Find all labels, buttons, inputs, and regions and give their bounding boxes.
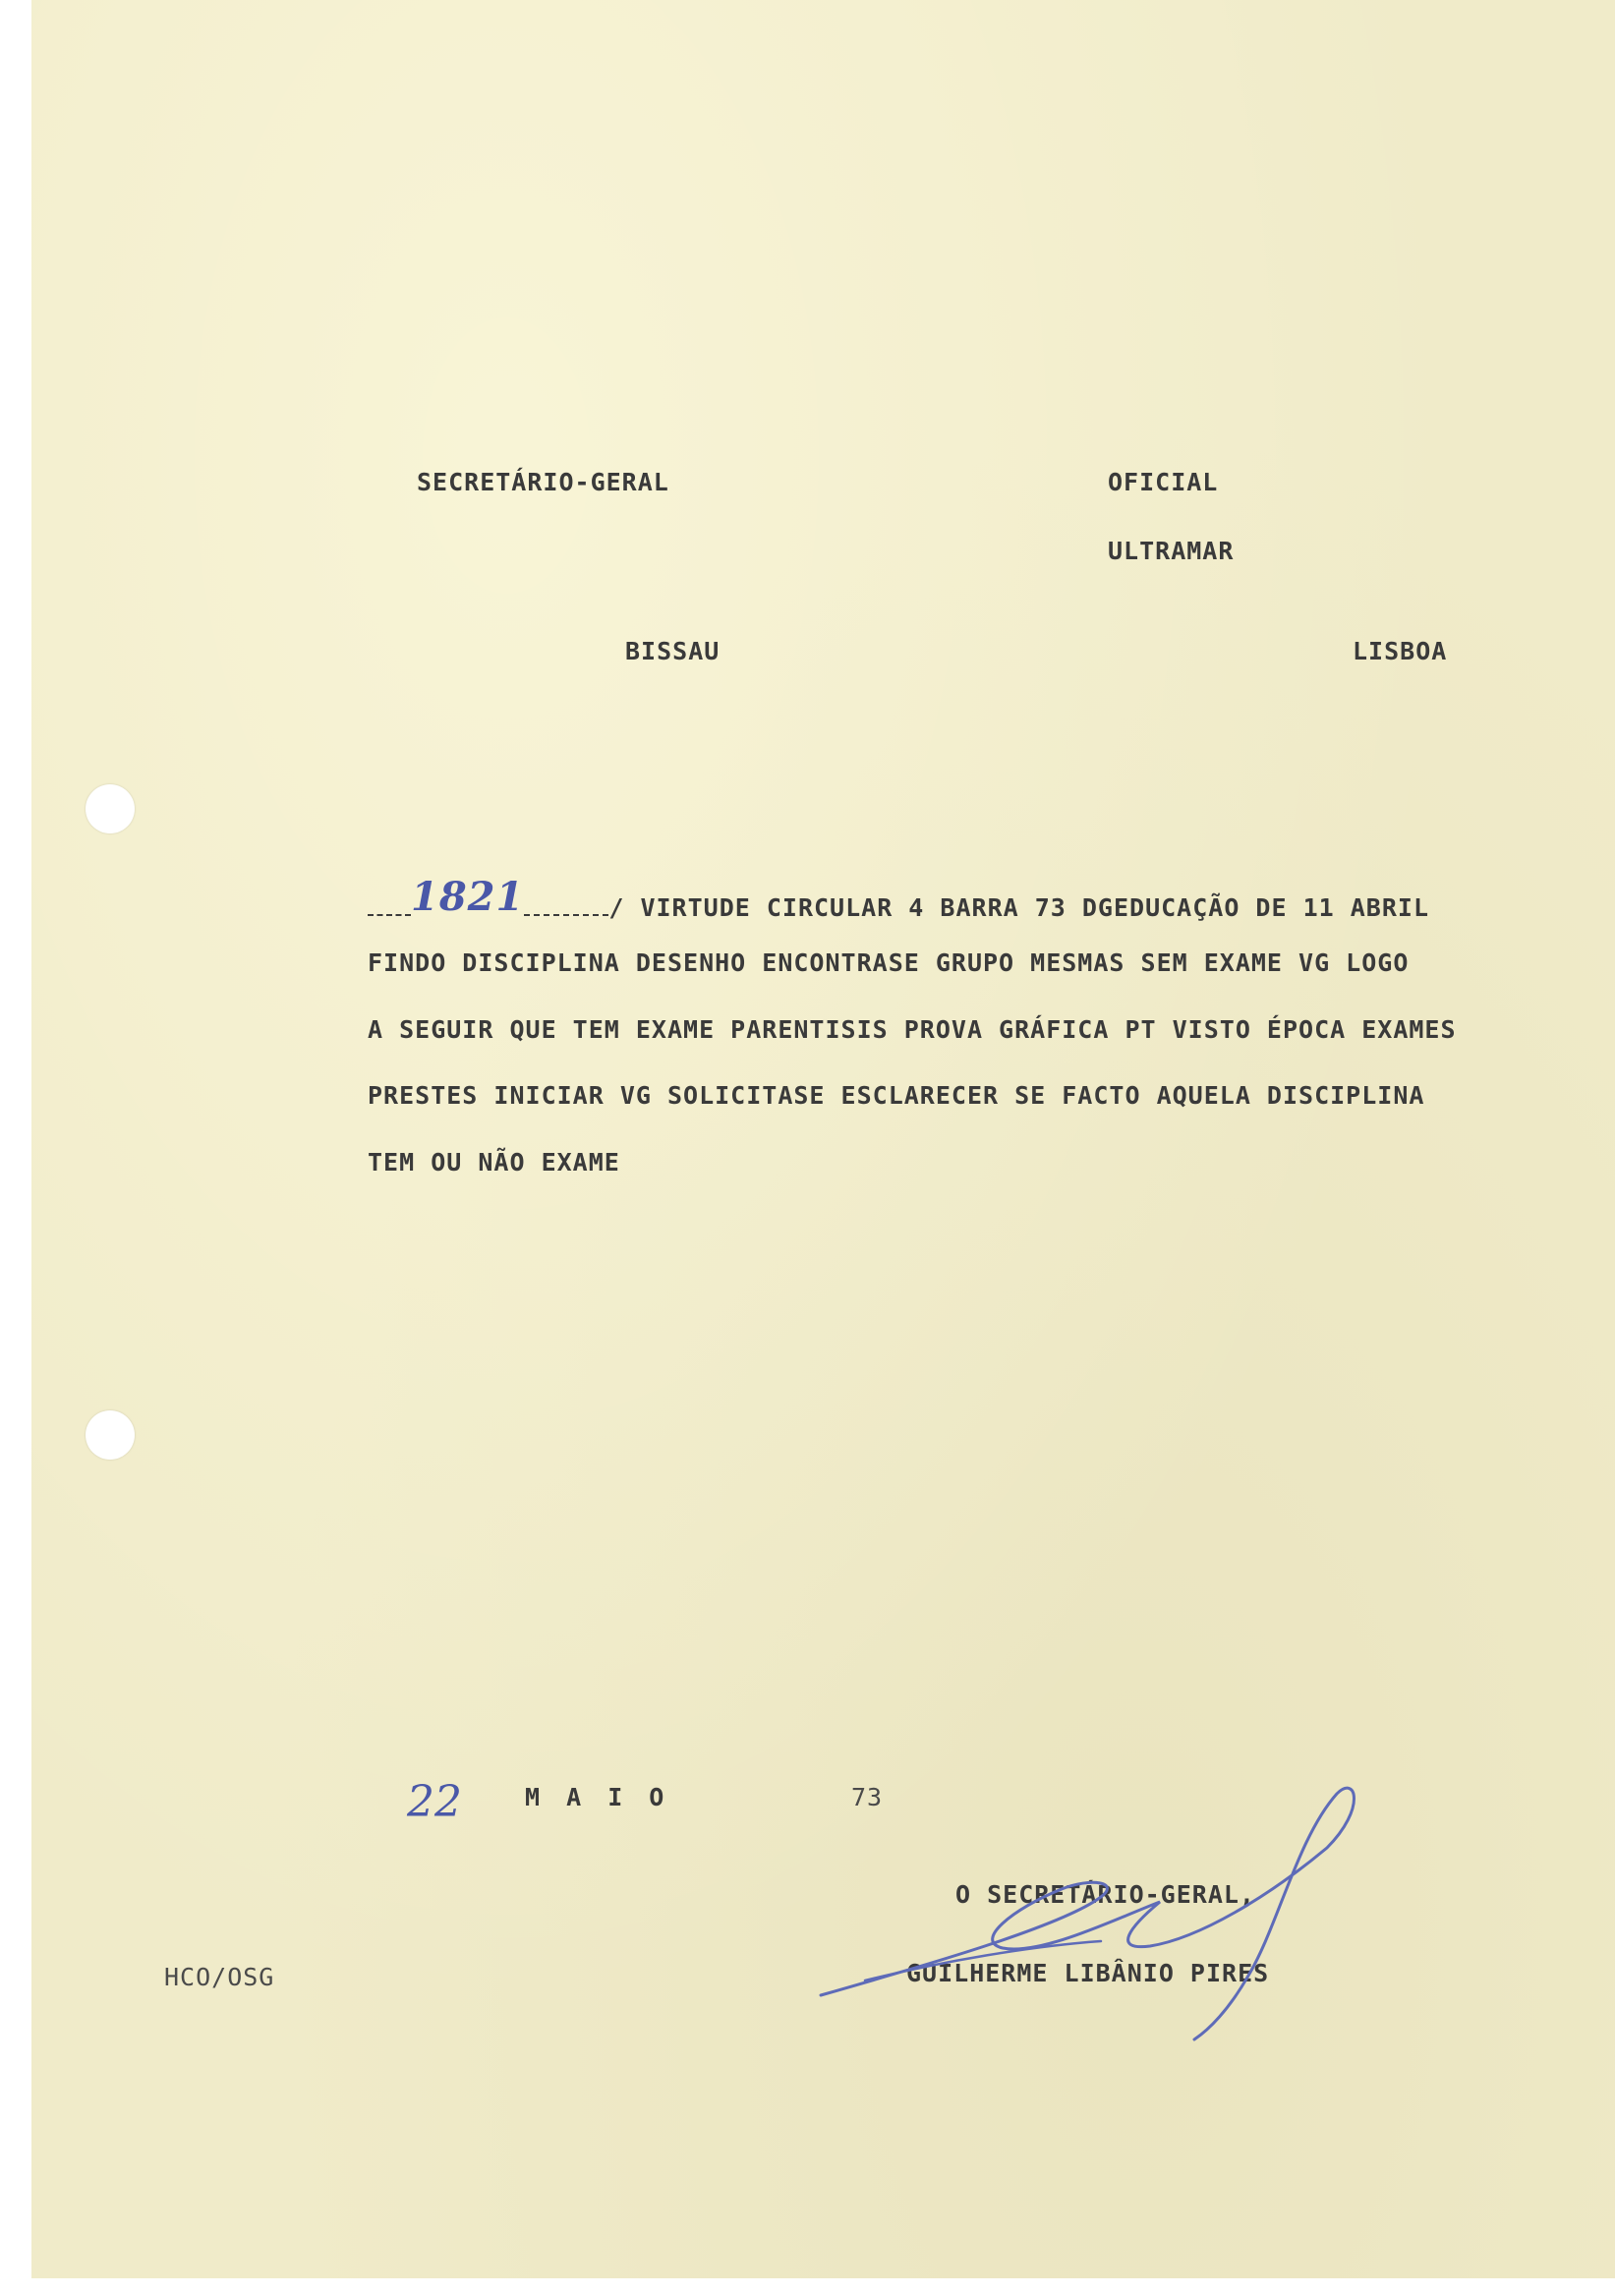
signatory-title: O SECRETÁRIO-GERAL, [955,1880,1255,1909]
handwritten-signature [806,1779,1376,2044]
message-line-4: PRESTES INICIAR VG SOLICITASE ESCLARECER SE FACTO AQUELA DISCIPLINA [368,1081,1425,1110]
message-first-line: 1821 / VIRTUDE CIRCULAR 4 BARRA 73 DGEDUCAÇÃO DE 11 ABRIL [368,880,1429,926]
classification-oficial: OFICIAL [1108,468,1219,496]
sender-title: SECRETÁRIO-GERAL [417,468,669,496]
classification-ultramar: ULTRAMAR [1108,537,1235,565]
message-line-2: FINDO DISCIPLINA DESENHO ENCONTRASE GRUPO MESMAS SEM EXAME VG LOGO [368,948,1410,977]
signatory-name: GUILHERME LIBÂNIO PIRES [906,1959,1270,1987]
sender-place: BISSAU [625,637,721,665]
recipient-place: LISBOA [1353,637,1448,665]
punch-hole-bottom [86,1410,135,1460]
message-line-5: TEM OU NÃO EXAME [368,1148,620,1177]
date-month: M A I O [525,1783,670,1811]
reference-code: HCO/OSG [164,1963,275,1991]
message-line-1: VIRTUDE CIRCULAR 4 BARRA 73 DGEDUCAÇÃO DE 11 ABRIL [640,893,1430,922]
punch-hole-top [86,784,135,833]
number-blank-right [524,906,608,916]
number-blank-left [368,906,411,916]
date-year: 73 [851,1783,884,1811]
message-number: 1821 [411,874,525,920]
date-day: 22 [407,1777,462,1827]
message-line-3: A SEGUIR QUE TEM EXAME PARENTISIS PROVA GRÁFICA PT VISTO ÉPOCA EXAMES [368,1015,1457,1044]
